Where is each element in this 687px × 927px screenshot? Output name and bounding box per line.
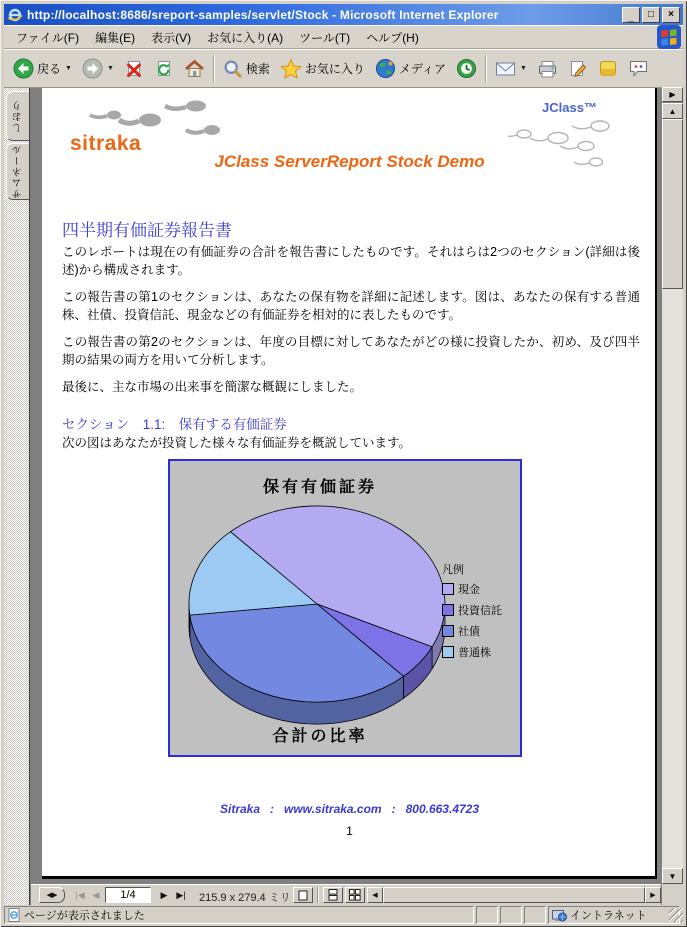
title-bar	[4, 4, 683, 25]
paragraph: この報告書の第1のセクションは、あなたの保有物を詳細に記述します。図は、あなたの保有する普通株、社債、投資信託、現金などの有価証券を相対的に表したものです。	[62, 290, 640, 322]
security-zone-label: イントラネット	[570, 910, 647, 922]
page-number: 1	[346, 824, 353, 838]
print-button[interactable]	[532, 56, 563, 82]
back-dropdown-icon[interactable]: ▼	[65, 65, 72, 72]
refresh-icon	[154, 59, 174, 79]
legend-label: 普通株	[458, 647, 491, 659]
forward-button[interactable]	[77, 55, 119, 82]
status-message: ページが表示されました	[24, 910, 145, 922]
tab-bookmarks[interactable]	[6, 91, 29, 141]
right-arrow-icon: ▶	[650, 892, 656, 899]
printer-icon	[537, 59, 558, 79]
last-page-icon: ▶|	[176, 889, 186, 900]
pane-expand-button[interactable]	[662, 87, 683, 102]
forward-icon	[82, 58, 103, 79]
menu-bar	[4, 25, 683, 49]
refresh-button[interactable]	[149, 56, 179, 82]
forward-dropdown-icon[interactable]: ▼	[106, 65, 114, 72]
page-size-label: 215.9 x 279.4 ミリ	[199, 892, 291, 904]
paragraph: この報告書の第2のセクションは、年度の目標に対してあなたがどの様に投資したか、初め、及び四半期の結果の両方を用いて分析します。	[62, 335, 640, 367]
navigation-pane-strip	[4, 88, 30, 905]
discuss-button[interactable]	[623, 56, 654, 81]
single-page-icon	[298, 890, 308, 901]
status-bar	[4, 906, 683, 924]
favorites-button[interactable]	[275, 55, 370, 82]
hscroll-right-button[interactable]	[645, 887, 661, 903]
toolbar-separator	[485, 55, 487, 83]
chart-caption: 合計の比率	[272, 726, 368, 745]
page-indicator[interactable]: 1/4	[105, 887, 151, 903]
toolbar-separator	[213, 55, 215, 83]
mail-button[interactable]	[490, 57, 532, 81]
menu-favorites[interactable]: お気に入り(A)	[207, 30, 284, 45]
next-page-icon: ▶	[160, 889, 168, 900]
security-zone-pane	[548, 906, 680, 924]
legend-title: 凡例	[442, 564, 464, 576]
pie-chart-panel	[168, 459, 522, 757]
status-message-pane	[4, 906, 474, 924]
menu-tools[interactable]: ツール(T)	[299, 30, 351, 45]
home-button[interactable]	[179, 56, 210, 82]
legend-label: 現金	[458, 584, 480, 596]
mail-dropdown-icon[interactable]: ▼	[519, 65, 527, 72]
history-button[interactable]	[451, 55, 482, 82]
previous-page-icon: ◀	[92, 889, 100, 900]
search-icon	[223, 59, 243, 79]
legend-swatch-icon	[442, 625, 454, 637]
menu-edit[interactable]: 編集(E)	[95, 30, 136, 45]
hscroll-left-button[interactable]	[367, 887, 383, 903]
tab-thumbnails-label: サムネール	[12, 144, 24, 199]
right-arrow-icon: ▶	[669, 90, 676, 99]
chart-title: 保有有価証券	[262, 477, 377, 496]
home-icon	[184, 59, 205, 79]
last-page-button[interactable]	[172, 887, 190, 903]
scroll-up-button[interactable]	[662, 103, 683, 119]
stop-button[interactable]	[119, 56, 149, 82]
scrollbar-corner	[662, 884, 683, 905]
legend-label: 投資信託	[458, 605, 502, 617]
report-heading: 四半期有価証券報告書	[62, 221, 232, 240]
pdf-toolbar-separator	[317, 887, 319, 903]
ie-document-icon	[8, 908, 21, 922]
page-footer: Sitraka : www.sitraka.com : 800.663.4723	[219, 802, 480, 816]
menu-view[interactable]: 表示(V)	[151, 30, 192, 45]
menu-file[interactable]: ファイル(F)	[16, 30, 80, 45]
scroll-down-button[interactable]	[662, 868, 683, 884]
continuous-pages-icon	[328, 889, 338, 901]
favorites-star-icon	[280, 58, 302, 79]
report-title: JClass ServerReport Stock Demo	[214, 152, 485, 171]
jclass-brand-text: JClass™	[542, 100, 597, 115]
legend-item	[442, 644, 502, 660]
tab-thumbnails[interactable]	[6, 143, 29, 200]
legend-items	[442, 581, 502, 660]
tab-bookmarks-label: しおり	[12, 99, 24, 133]
splitter-handle[interactable]	[39, 887, 65, 903]
single-page-view-button[interactable]	[293, 887, 313, 903]
back-label: 戻る	[37, 62, 62, 76]
first-page-icon: |◀	[75, 889, 85, 900]
pdf-bottom-toolbar	[31, 884, 661, 905]
pdf-viewer	[4, 88, 683, 905]
paragraph: 最後に、主な市場の出来事を簡潔な概観にしました。	[62, 380, 363, 394]
legend-swatch-icon	[442, 604, 454, 616]
window-title: http://localhost:8686/sreport-samples/servlet/Stock - Microsoft Internet Explorer	[27, 7, 499, 22]
search-button[interactable]	[218, 56, 275, 82]
search-label: 検索	[245, 62, 270, 76]
back-button[interactable]	[8, 55, 77, 82]
splitter-arrows-icon: ◀▶	[46, 892, 58, 899]
history-clock-icon	[456, 58, 477, 79]
media-label: メディア	[398, 62, 446, 76]
legend-item	[442, 623, 502, 639]
windows-logo-icon	[657, 25, 681, 49]
chart-legend	[442, 561, 502, 665]
resize-grip[interactable]	[669, 908, 683, 922]
pdf-page	[42, 88, 657, 879]
status-pane	[524, 906, 546, 924]
minimize-button[interactable]: _	[622, 7, 640, 23]
paragraph: このレポートは現在の有価証券の合計を報告書にしたものです。それはらは2つのセクション(詳細は後述)から構成されます。	[62, 245, 640, 277]
facing-pages-icon	[349, 889, 361, 901]
stop-icon	[124, 59, 144, 79]
media-globe-icon	[375, 58, 396, 79]
media-button[interactable]	[370, 55, 451, 82]
sitraka-logo-text: sitraka	[70, 132, 142, 155]
intranet-zone-icon	[552, 908, 567, 922]
left-arrow-icon: ◀	[372, 892, 378, 899]
favorites-label: お気に入り	[304, 62, 365, 76]
section-intro: 次の図はあなたが投資した様々な有価証券を概説しています。	[62, 436, 412, 450]
close-button[interactable]: ×	[662, 7, 680, 23]
legend-item	[442, 581, 502, 597]
previous-page-button[interactable]	[89, 887, 103, 903]
mail-envelope-icon	[495, 60, 516, 78]
hscroll-thumb[interactable]	[383, 887, 645, 903]
vscroll-thumb[interactable]	[662, 119, 683, 289]
edit-button[interactable]	[563, 56, 593, 82]
vertical-scrollbar	[662, 88, 683, 884]
discussion-bubble-icon	[628, 59, 649, 78]
browser-toolbar	[4, 49, 683, 88]
continuous-view-button[interactable]	[323, 887, 343, 903]
document-area	[31, 88, 661, 884]
section-heading: セクション 1.1: 保有する有価証券	[62, 417, 287, 432]
back-icon	[13, 58, 34, 79]
menu-help[interactable]: ヘルプ(H)	[366, 30, 419, 45]
up-arrow-icon: ▲	[668, 106, 677, 116]
legend-label: 社債	[458, 626, 480, 638]
messenger-icon	[598, 59, 618, 78]
ie-app-icon	[7, 7, 23, 23]
messenger-button[interactable]	[593, 56, 623, 81]
legend-item	[442, 602, 502, 618]
legend-swatch-icon	[442, 646, 454, 658]
legend-swatch-icon	[442, 583, 454, 595]
maximize-button[interactable]: □	[642, 7, 660, 23]
status-pane	[500, 906, 522, 924]
next-page-button[interactable]	[157, 887, 171, 903]
first-page-button[interactable]	[71, 887, 89, 903]
edit-page-icon	[568, 59, 588, 79]
down-arrow-icon: ▼	[668, 871, 677, 881]
facing-pages-view-button[interactable]	[345, 887, 365, 903]
status-pane	[476, 906, 498, 924]
